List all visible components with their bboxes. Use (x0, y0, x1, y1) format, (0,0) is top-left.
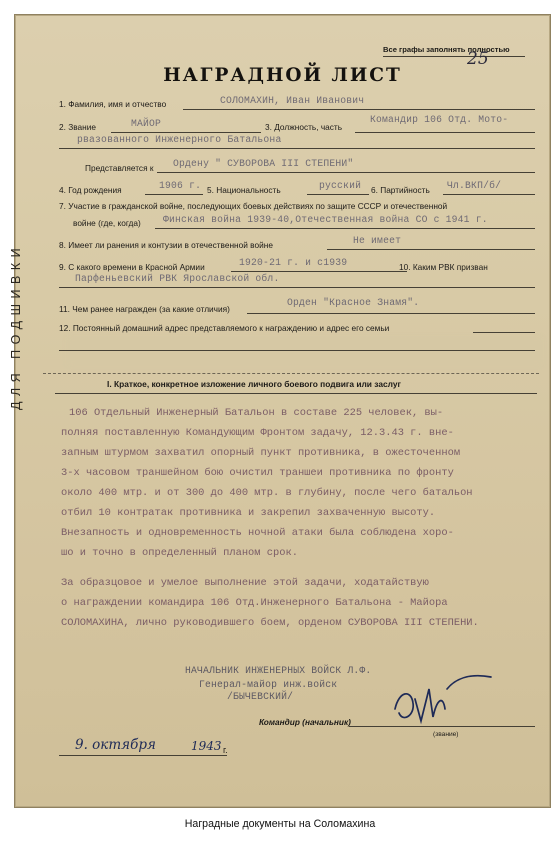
field-8-line (327, 249, 535, 250)
field-1-line (183, 109, 535, 110)
narrative-line: полняя поставленную Командующим Фронтом задачу, 12.3.43 г. вне- (61, 427, 454, 439)
field-2-label: 2. Звание (59, 122, 96, 132)
field-7-label-cont: войне (где, когда) (73, 218, 141, 228)
field-12-line-2 (59, 350, 535, 351)
field-6-value: Чл.ВКП/б/ (447, 180, 502, 191)
redacted-address (67, 337, 542, 365)
signature-name: /БЫЧЕВСКИЙ/ (227, 691, 294, 702)
presented-label: Представляется к (85, 163, 154, 173)
presented-value: Ордену " СУВОРОВА III СТЕПЕНИ" (173, 158, 354, 169)
page-title: НАГРАДНОЙ ЛИСТ (163, 65, 402, 86)
section-divider (43, 373, 539, 374)
field-5-line (307, 194, 369, 195)
field-4-label: 4. Год рождения (59, 185, 122, 195)
field-11-line (247, 313, 535, 314)
field-9-line (231, 271, 407, 272)
field-8-value: Не имеет (353, 235, 402, 246)
field-3-line-2 (59, 148, 535, 149)
field-8-label: 8. Имеет ли ранения и контузии в отечественной войне (59, 240, 273, 250)
award-sheet (9, 14, 551, 808)
field-5-label: 5. Национальность (207, 185, 281, 195)
field-10-line (59, 287, 535, 288)
field-9-value: 1920-21 г. и с1939 (239, 257, 348, 268)
date-year: 1943 (191, 739, 222, 753)
date-suffix: г. (223, 745, 228, 755)
narrative-line: За образцовое и умелое выполнение этой задачи, ходатайствую (61, 577, 429, 589)
narrative-line: запным штурмом захватил опорный пункт противника, в ожесточенном (61, 447, 461, 459)
field-11-value: Орден "Красное Знамя". (287, 297, 420, 308)
field-12-label: 12. Постоянный домашний адрес представляемого к награждению и адрес его семьи (59, 323, 390, 333)
side-binding-label: ДЛЯ ПОДШИВКИ (9, 242, 23, 410)
field-7-line (155, 228, 535, 229)
narrative-line: 3-х часовом траншейном бою очистил траншеи противника по фронту (61, 467, 454, 479)
field-2-value: МАЙОР (131, 118, 162, 129)
date-day: 9. октября (75, 737, 156, 753)
handwritten-signature (389, 669, 499, 731)
fill-all-note: Все графы заполнять полностью (383, 45, 510, 54)
field-10-label: 10. Каким РВК призван (399, 262, 488, 272)
narrative-line: Внезапность и одновременность ночной атаки была соблюдена хоро- (61, 527, 454, 539)
field-12-line (473, 332, 535, 333)
field-3-value-cont: рвазованного Инженерного Батальона (77, 134, 282, 145)
signature-title: НАЧАЛЬНИК ИНЖЕНЕРНЫХ ВОЙСК Л.Ф. (185, 665, 372, 676)
field-3-label: 3. Должность, часть (265, 122, 343, 132)
field-10-value: Парфеньевский РВК Ярославской обл. (75, 273, 280, 284)
field-2-line (111, 132, 261, 133)
field-4-value: 1906 г. (159, 180, 202, 191)
rank-label: (звание) (433, 731, 459, 738)
field-6-line (443, 194, 535, 195)
field-9-label: 9. С какого времени в Красной Армии (59, 262, 205, 272)
signature-rank: Генерал-майор инж.войск (199, 679, 338, 690)
image-caption: Наградные документы на Соломахина (184, 818, 376, 830)
field-4-line (145, 194, 203, 195)
handwritten-number: 25 (467, 49, 489, 69)
narrative-line: отбил 10 контратак противника и закрепил захваченную высоту. (61, 507, 436, 519)
field-11-label: 11. Чем ранее награжден (за какие отличия) (59, 304, 230, 314)
field-1-value: СОЛОМАХИН, Иван Иванович (220, 95, 365, 106)
note-underline (383, 56, 525, 57)
date-line (59, 755, 227, 756)
commander-line (349, 726, 535, 727)
commander-label: Командир (начальник) (259, 717, 351, 727)
field-7-label: 7. Участие в гражданской войне, последующих боевых действиях по защите СССР и отечественной (59, 201, 448, 211)
presented-line (157, 172, 535, 173)
narrative-line: около 400 мтр. и от 300 до 400 мтр. в глубину, после чего батальон (61, 487, 473, 499)
field-3-value: Командир 106 Отд. Мото- (370, 114, 509, 125)
section-title-rule (55, 393, 537, 394)
narrative-line: СОЛОМАХИНА, лично руководившего боем, орденом СУВОРОВА III СТЕПЕНИ. (61, 617, 479, 629)
field-6-label: 6. Партийность (371, 185, 430, 195)
narrative-line: 106 Отдельный Инженерный Батальон в составе 225 человек, вы- (69, 407, 444, 419)
narrative-line: шо и точно в определенный планом срок. (61, 547, 298, 559)
narrative-line: о награждении командира 106 Отд.Инженерного Батальона - Майора (61, 597, 448, 609)
field-1-label: 1. Фамилия, имя и отчество (59, 99, 167, 109)
section-title: I. Краткое, конкретное изложение личного боевого подвига или заслуг (107, 379, 402, 389)
field-3-line (355, 132, 535, 133)
field-7-value: Финская война 1939-40,Отечественная война СО с 1941 г. (163, 214, 488, 225)
field-5-value: русский (319, 180, 362, 191)
